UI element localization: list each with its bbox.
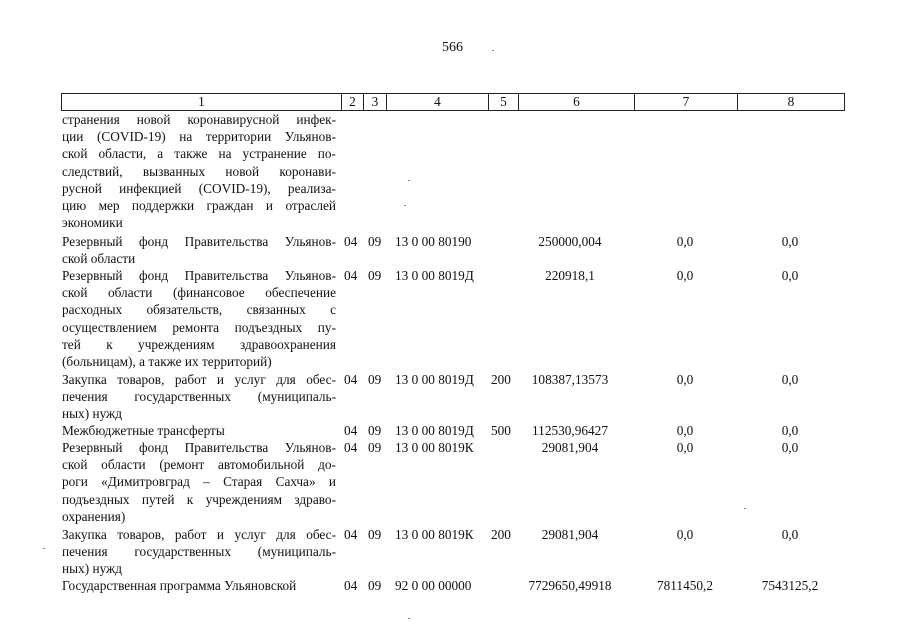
description-line: тей к учреждениям здравоохранения xyxy=(62,336,336,352)
row-description xyxy=(62,371,336,423)
description-line: Межбюджетные трансферты xyxy=(62,423,225,438)
amount-col7: 0,0 xyxy=(676,527,694,542)
target-item-code: 92 0 00 00000 xyxy=(395,578,472,593)
description-line: печения государственных (муниципаль- xyxy=(62,389,336,405)
subsection-code: 09 xyxy=(368,527,382,542)
subsection-code: 09 xyxy=(368,234,382,249)
page-number: 566 xyxy=(442,40,463,55)
description-line: (больницам), а также их территорий) xyxy=(62,354,272,370)
amount-col6: 7729650,49918 xyxy=(528,578,612,593)
row-description xyxy=(62,267,336,370)
section-code: 04 xyxy=(344,268,358,283)
section-code: 04 xyxy=(344,440,358,455)
column-header-8: 8 xyxy=(737,93,845,111)
amount-col7: 7811450,2 xyxy=(656,578,714,593)
section-code: 04 xyxy=(344,527,358,542)
description-line: расходных обязательств, связанных с xyxy=(62,302,336,318)
amount-col6: 250000,004 xyxy=(538,234,602,249)
scan-speck xyxy=(404,205,406,206)
target-item-code: 13 0 00 8019Д xyxy=(395,423,474,438)
expense-type-code: 500 xyxy=(491,423,511,438)
description-line: странения новой коронавирусной инфек- xyxy=(62,112,336,127)
row-description xyxy=(62,526,336,578)
subsection-code: 09 xyxy=(368,423,382,438)
row-description xyxy=(62,439,336,525)
row-description xyxy=(62,233,336,267)
amount-col8: 0,0 xyxy=(781,372,799,387)
amount-col7: 0,0 xyxy=(676,268,694,283)
expense-type-code: 200 xyxy=(491,372,511,387)
description-line: ской области (ремонт автомобильной до- xyxy=(62,457,336,473)
description-line: печения государственных (муниципаль- xyxy=(62,544,336,560)
description-line: Закупка товаров, работ и услуг для обес- xyxy=(62,527,336,542)
scan-speck xyxy=(744,508,746,509)
description-line: следствий, вызванных новой коронави- xyxy=(62,163,336,179)
column-header-1: 1 xyxy=(61,93,342,111)
column-header-3: 3 xyxy=(363,93,387,111)
amount-col7: 0,0 xyxy=(676,372,694,387)
subsection-code: 09 xyxy=(368,578,382,593)
amount-col8: 0,0 xyxy=(781,527,799,542)
amount-col6: 108387,13573 xyxy=(531,372,609,387)
description-line: ции (COVID-19) на территории Ульянов- xyxy=(62,129,336,145)
description-line: Резервный фонд Правительства Ульянов- xyxy=(62,268,336,283)
column-header-5: 5 xyxy=(488,93,519,111)
description-line: ных) нужд xyxy=(62,406,122,422)
section-code: 04 xyxy=(344,578,358,593)
target-item-code: 13 0 00 80190 xyxy=(395,234,472,249)
amount-col7: 0,0 xyxy=(676,440,694,455)
target-item-code: 13 0 00 8019К xyxy=(395,440,474,455)
section-code: 04 xyxy=(344,423,358,438)
amount-col8: 0,0 xyxy=(781,423,799,438)
amount-col8: 0,0 xyxy=(781,268,799,283)
subsection-code: 09 xyxy=(368,268,382,283)
description-line: Закупка товаров, работ и услуг для обес- xyxy=(62,372,336,387)
description-line: ской области (финансовое обеспечение xyxy=(62,285,336,301)
description-line: ской области xyxy=(62,251,136,267)
description-line: охранения) xyxy=(62,508,126,524)
target-item-code: 13 0 00 8019К xyxy=(395,527,474,542)
target-item-code: 13 0 00 8019Д xyxy=(395,268,474,283)
scan-speck xyxy=(408,618,410,619)
amount-col8: 0,0 xyxy=(781,440,799,455)
amount-col6: 29081,904 xyxy=(541,440,599,455)
description-line: русной инфекцией (COVID-19), реализа- xyxy=(62,180,336,196)
amount-col8: 0,0 xyxy=(781,234,799,249)
column-header-6: 6 xyxy=(518,93,635,111)
expense-type-code: 200 xyxy=(491,527,511,542)
description-line: ных) нужд xyxy=(62,561,122,577)
column-header-4: 4 xyxy=(386,93,489,111)
scan-speck xyxy=(492,50,494,51)
description-line: Резервный фонд Правительства Ульянов- xyxy=(62,234,336,249)
subsection-code: 09 xyxy=(368,372,382,387)
column-header-2: 2 xyxy=(341,93,364,111)
target-item-code: 13 0 00 8019Д xyxy=(395,372,474,387)
column-header-7: 7 xyxy=(634,93,738,111)
scan-speck xyxy=(408,180,410,181)
description-line: Государственная программа Ульяновской xyxy=(62,578,297,593)
description-line: осуществлением ремонта подъездных пу- xyxy=(62,319,336,335)
amount-col7: 0,0 xyxy=(676,423,694,438)
description-line: роги «Димитровград – Старая Сахча» и xyxy=(62,474,336,490)
description-line: цию мер поддержки граждан и отраслей xyxy=(62,198,336,214)
description-line: подъездных путей к учреждениям здраво- xyxy=(62,491,336,507)
row-description xyxy=(62,422,336,439)
scan-speck xyxy=(43,548,45,549)
section-code: 04 xyxy=(344,234,358,249)
description-line: экономики xyxy=(62,215,123,231)
description-line: Резервный фонд Правительства Ульянов- xyxy=(62,440,336,455)
section-code: 04 xyxy=(344,372,358,387)
amount-col8: 7543125,2 xyxy=(761,578,819,593)
row-description xyxy=(62,111,336,231)
amount-col6: 220918,1 xyxy=(545,268,595,283)
description-line: ской области, а также на устранение по- xyxy=(62,146,336,162)
row-description xyxy=(62,577,336,594)
subsection-code: 09 xyxy=(368,440,382,455)
amount-col6: 112530,96427 xyxy=(532,423,608,438)
amount-col7: 0,0 xyxy=(676,234,694,249)
amount-col6: 29081,904 xyxy=(541,527,599,542)
